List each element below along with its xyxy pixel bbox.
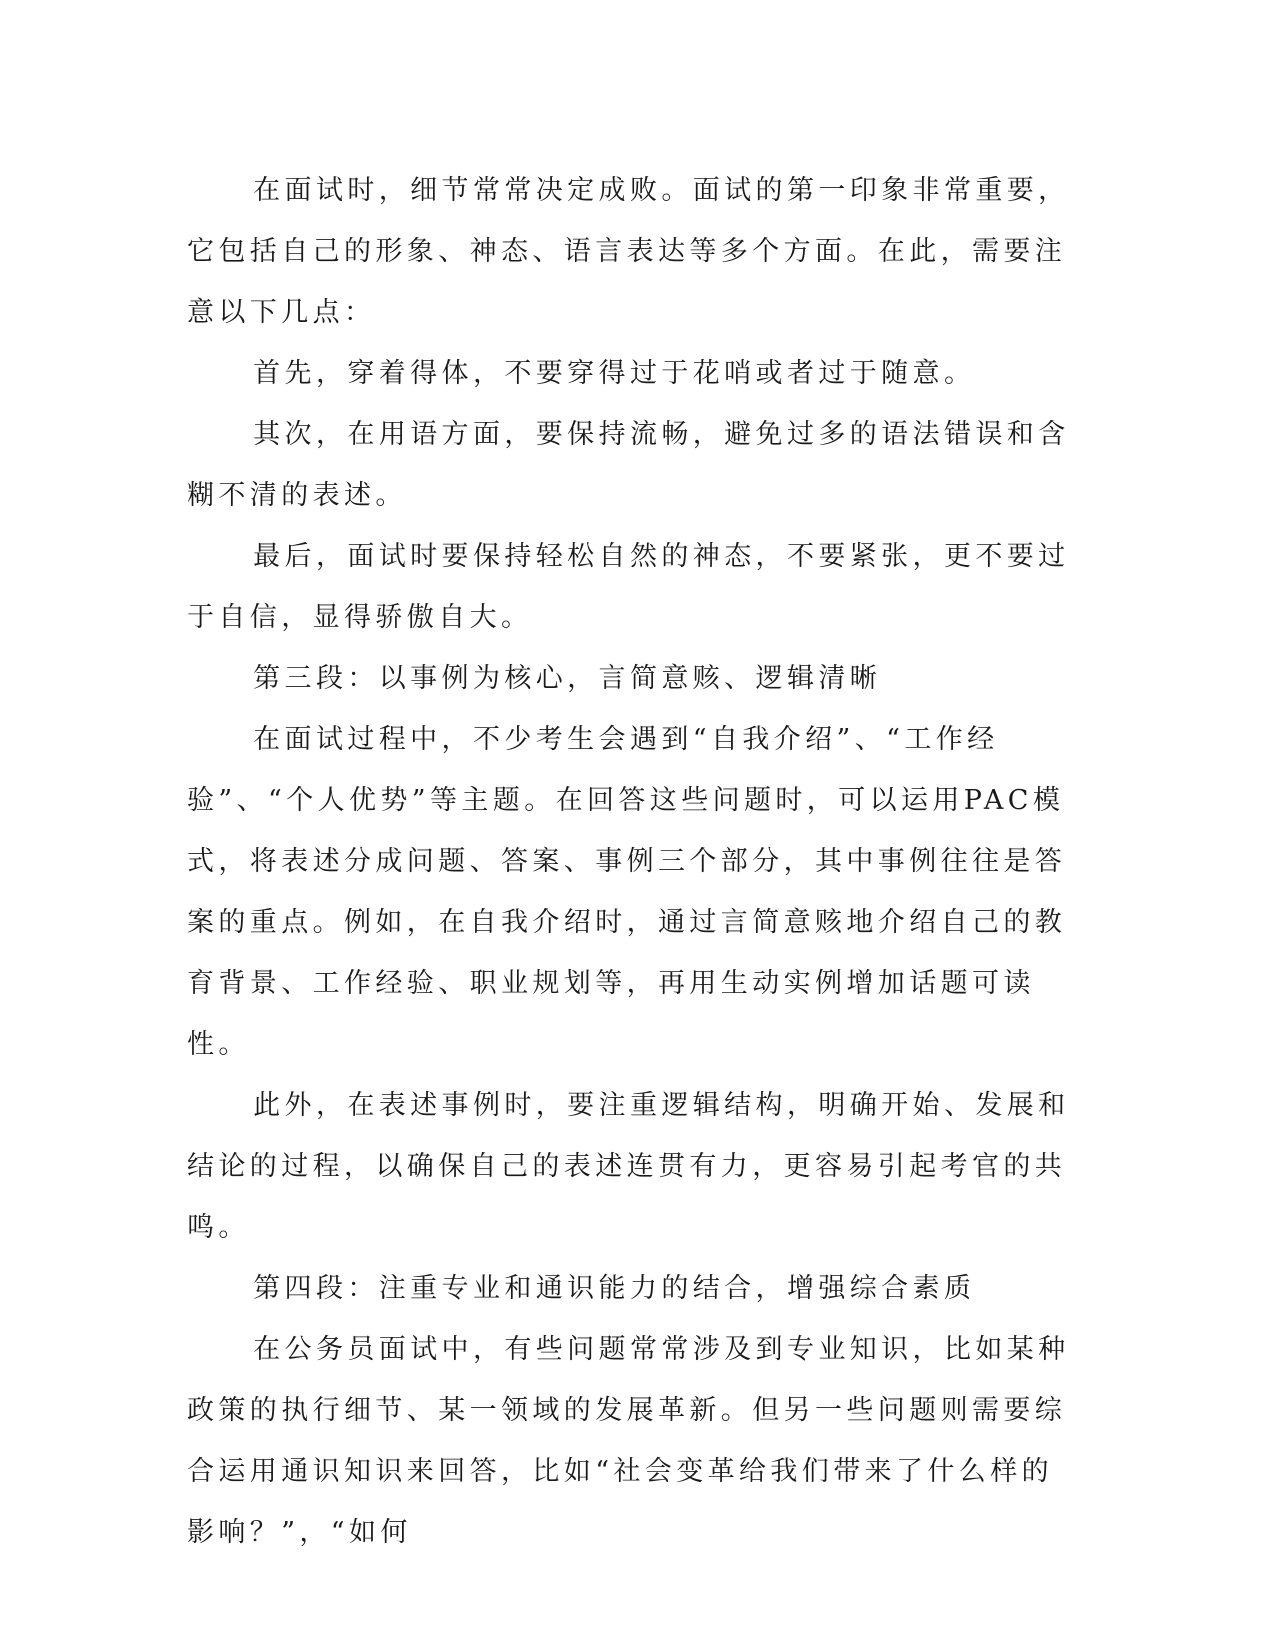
- paragraph-logic-structure: 此外，在表述事例时，要注重逻辑结构，明确开始、发展和结论的过程，以确保自己的表述连贯有力，更容易引起考官的共鸣。: [187, 1090, 1070, 1243]
- paragraph-professional-knowledge: 在公务员面试中，有些问题常常涉及到专业知识，比如某种政策的执行细节、某一领域的发展革新。但另一些问题则需要综合运用通识知识来回答，比如“社会变革给我们带来了什么样的影响？”，“如何: [187, 1334, 1070, 1548]
- paragraph-second-language: 其次，在用语方面，要保持流畅，避免过多的语法错误和含糊不清的表述。: [187, 419, 1070, 511]
- paragraph-interview-details: 在面试时，细节常常决定成败。面试的第一印象非常重要，它包括自己的形象、神态、语言表达等多个方面。在此，需要注意以下几点：: [187, 175, 1070, 328]
- section-heading-four: 第四段：注重专业和通识能力的结合，增强综合素质: [253, 1273, 976, 1304]
- paragraph-last-demeanor: 最后，面试时要保持轻松自然的神态，不要紧张，更不要过于自信，显得骄傲自大。: [187, 541, 1070, 633]
- paragraph-examples-pac: 在面试过程中，不少考生会遇到“自我介绍”、“工作经验”、“个人优势”等主题。在回答这些问题时，可以运用PAC模式，将表述分成问题、答案、事例三个部分，其中事例往往是答案的重点。例如，在自我介绍时，通过言简意赅地介绍自己的教育背景、工作经验、职业规划等，再用生动实例增加话题可读性。: [187, 724, 1067, 1060]
- paragraph-first-dress: 首先，穿着得体，不要穿得过于花哨或者过于随意。: [253, 358, 976, 389]
- document-body: [187, 160, 1077, 1563]
- section-heading-three: 第三段：以事例为核心，言简意赅、逻辑清晰: [253, 663, 882, 694]
